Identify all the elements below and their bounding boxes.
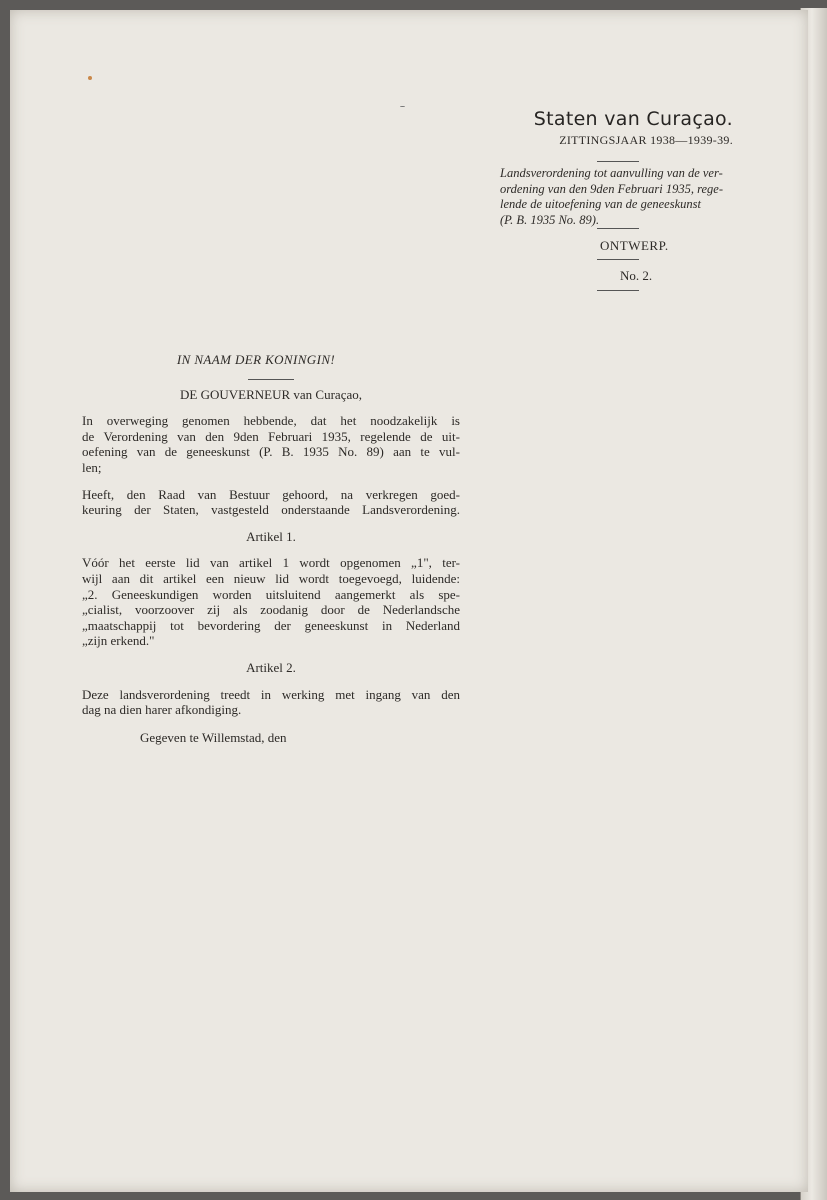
text-line: keuring der Staten, vastgesteld onderstaande Landsverordening. <box>82 502 460 518</box>
paper-speck <box>400 106 405 107</box>
governor-heading: DE GOUVERNEUR van Curaçao, <box>180 386 362 402</box>
article-1-heading: Artikel 1. <box>246 528 296 544</box>
subject-line: (P. B. 1935 No. 89). <box>500 212 600 227</box>
subject-line: lende de uitoefening van de geneeskunst <box>500 197 701 211</box>
article-2-text <box>82 687 460 718</box>
text-line: „cialist, voorzoover zij als zoodanig door de Nederlandsche <box>82 602 460 618</box>
enacting-paragraph <box>82 487 460 518</box>
document-header <box>500 108 780 283</box>
invocation: IN NAAM DER KONINGIN! <box>176 352 336 367</box>
text-line: Vóór het eerste lid van artikel 1 wordt opgenomen „1", ter- <box>82 555 460 571</box>
document-body <box>82 352 460 745</box>
text-line: In overweging genomen hebbende, dat het noodzakelijk is <box>82 413 460 429</box>
text-line: len; <box>82 459 102 475</box>
text-line: „zijn erkend." <box>82 633 155 649</box>
document-title: Staten van Curaçao. <box>533 108 733 130</box>
divider <box>597 259 639 260</box>
text-line: oefening van de geneeskunst (P. B. 1935 No. 89) aan te vul- <box>82 444 460 460</box>
text-line: de Verordening van den 9den Februari 1935, regelende de uit- <box>82 428 460 444</box>
divider <box>597 228 639 229</box>
draft-label: ONTWERP. <box>600 238 669 253</box>
given-at-line: Gegeven te Willemstad, den <box>140 729 287 745</box>
text-line: Heeft, den Raad van Bestuur gehoord, na verkregen goed- <box>82 486 460 502</box>
considering-paragraph <box>82 413 460 475</box>
document-page <box>10 10 808 1192</box>
text-line: „maatschappij tot bevordering der geneeskunst in Nederland <box>82 617 460 633</box>
text-line: Deze landsverordening treedt in werking met ingang van den <box>82 686 460 702</box>
divider <box>248 379 294 380</box>
article-2-heading: Artikel 2. <box>246 659 296 675</box>
subject-line: ordening van den 9den Februari 1935, rege- <box>500 181 723 196</box>
text-line: wijl aan dit artikel een nieuw lid wordt toegevoegd, luidende: <box>82 570 460 586</box>
text-line: „2. Geneeskundigen worden uitsluitend aangemerkt als spe- <box>82 586 460 602</box>
text-line: dag na dien harer afkondiging. <box>82 702 242 718</box>
article-1-text <box>82 555 460 649</box>
paper-speck <box>88 76 92 80</box>
subject-description <box>500 166 776 228</box>
divider <box>597 290 639 291</box>
document-number: No. 2. <box>620 268 653 283</box>
divider <box>597 161 639 162</box>
subject-line: Landsverordening tot aanvulling van de ver- <box>500 166 723 180</box>
session-year: ZITTINGSJAAR 1938—1939-39. <box>559 133 733 147</box>
